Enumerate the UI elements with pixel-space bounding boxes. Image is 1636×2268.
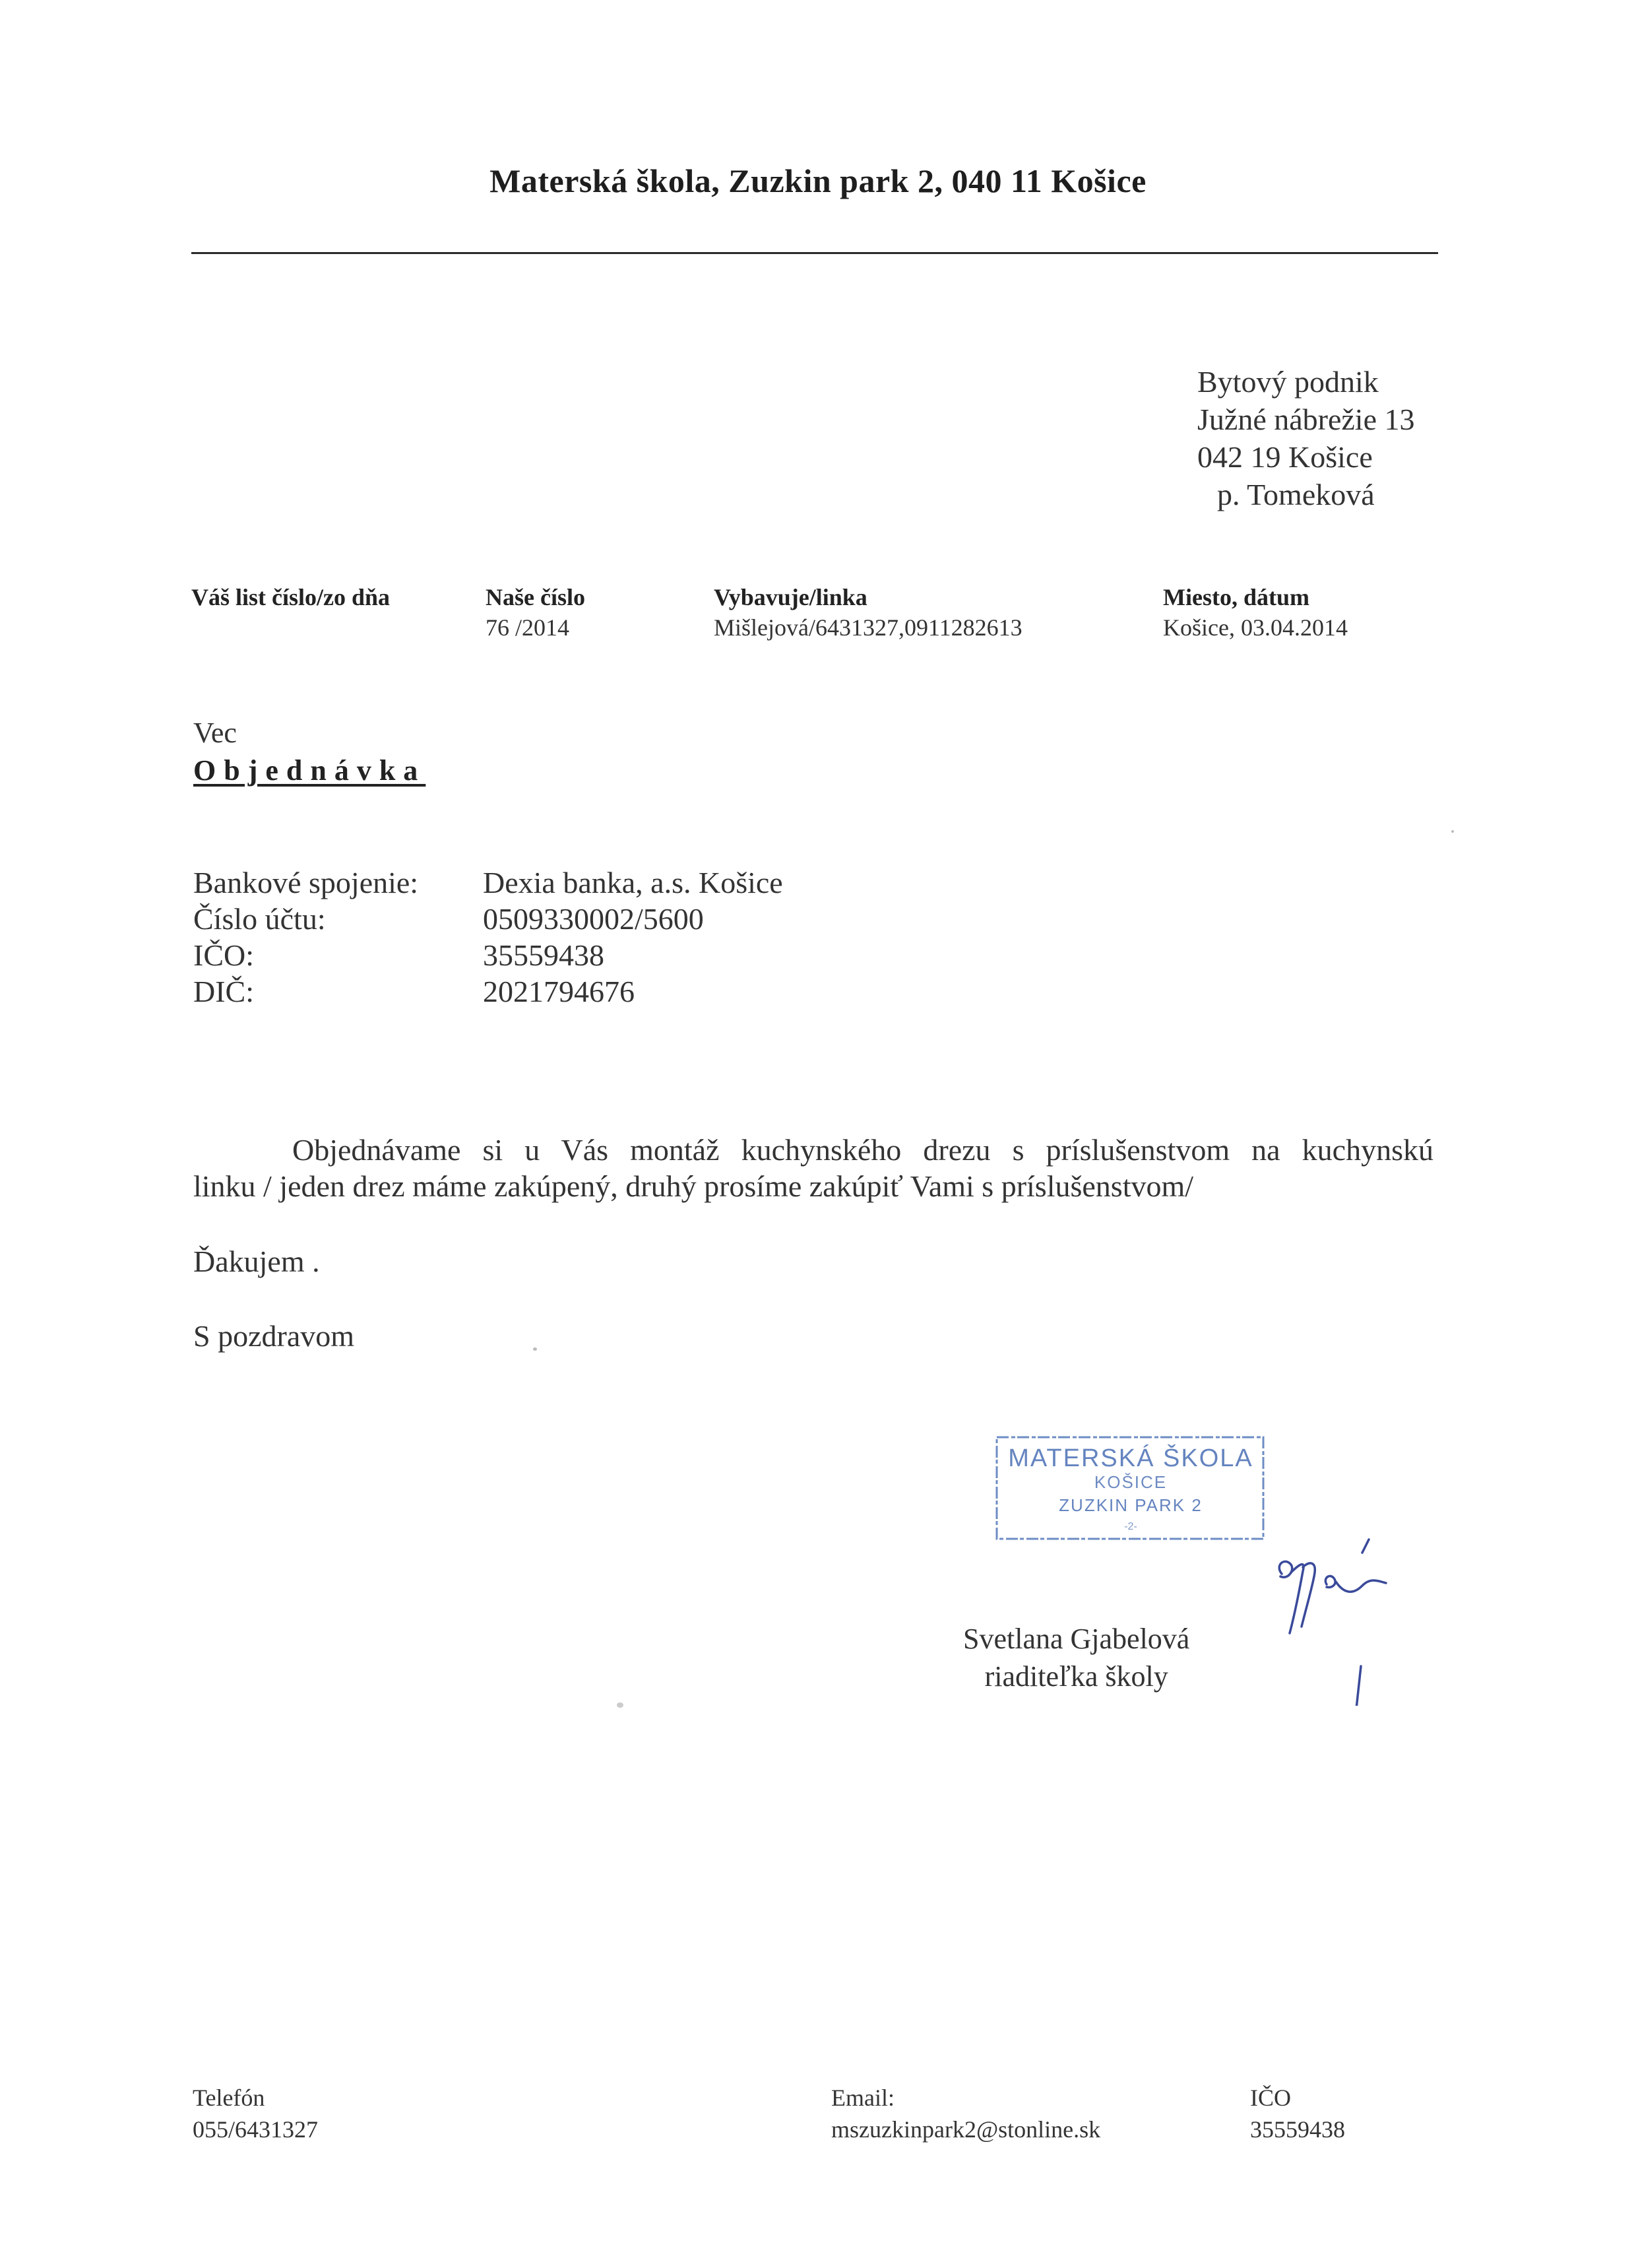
subject-label: Vec — [193, 717, 237, 749]
stamp-line-4: -2- — [1124, 1521, 1137, 1532]
thanks-text: Ďakujem . — [193, 1245, 320, 1278]
our-number-column — [486, 582, 585, 643]
your-letter-column — [191, 582, 390, 612]
recipient-line-1: Bytový podnik — [1197, 365, 1379, 399]
footer-phone-value: 055/6431327 — [193, 2116, 319, 2143]
our-number-label: Naše číslo — [486, 584, 585, 610]
footer-email-value: mszuzkinpark2@stonline.sk — [831, 2116, 1101, 2143]
recipient-line-2: Južné nábrežie 13 — [1197, 403, 1415, 436]
signer-block — [963, 1620, 1189, 1695]
recipient-line-3: 042 19 Košice — [1197, 440, 1373, 474]
your-letter-label: Váš list číslo/zo dňa — [191, 584, 391, 610]
header-divider — [191, 252, 1438, 254]
scan-speck — [617, 1702, 623, 1708]
handled-by-label: Vybavuje/linka — [714, 584, 867, 610]
dic-label: DIČ: — [193, 975, 254, 1008]
footer-phone-label: Telefón — [193, 2085, 265, 2111]
bank-details-values — [483, 864, 783, 1010]
place-date-label: Miesto, dátum — [1163, 584, 1309, 610]
dic-value: 2021794676 — [483, 975, 635, 1008]
footer-ico-label: IČO — [1250, 2085, 1291, 2111]
stamp-line-3: ZUZKIN PARK 2 — [1059, 1495, 1203, 1515]
footer-ico-value: 35559438 — [1250, 2116, 1345, 2143]
organization-title: Materská škola, Zuzkin park 2, 040 11 Košice — [489, 162, 1147, 199]
order-body — [193, 1132, 1433, 1204]
footer-phone — [193, 2082, 318, 2145]
handled-by-value: Mišlejová/6431327,0911282613 — [714, 614, 1022, 641]
bank-value: Dexia banka, a.s. Košice — [483, 866, 783, 899]
ico-value: 35559438 — [483, 938, 604, 972]
school-stamp — [993, 1432, 1269, 1544]
ico-label: IČO: — [193, 938, 254, 972]
footer-ico — [1250, 2082, 1345, 2145]
regards-text: S pozdravom — [193, 1319, 355, 1353]
account-value: 0509330002/5600 — [483, 902, 704, 936]
scan-speck — [533, 1347, 537, 1351]
our-number-value: 76 /2014 — [486, 614, 570, 641]
handwritten-signature — [1263, 1534, 1415, 1706]
scan-speck — [1451, 830, 1454, 833]
bank-details-labels — [193, 864, 418, 1010]
stamp-line-2: KOŠICE — [1094, 1472, 1168, 1492]
account-label: Číslo účtu: — [193, 902, 326, 936]
bank-label: Bankové spojenie: — [193, 866, 419, 899]
signer-title: riaditeľka školy — [984, 1660, 1168, 1693]
place-date-column — [1163, 582, 1348, 643]
signer-name: Svetlana Gjabelová — [963, 1623, 1190, 1655]
recipient-line-4: p. Tomeková — [1217, 478, 1375, 511]
place-date-value: Košice, 03.04.2014 — [1163, 614, 1348, 641]
order-body-line-1: Objednávame si u Vás montáž kuchynského drezu s príslušenstvom na kuchynskú — [292, 1133, 1433, 1167]
order-body-line-2: linku / jeden drez máme zakúpený, druhý prosíme zakúpiť Vami s príslušenstvom/ — [193, 1169, 1194, 1203]
recipient-address — [1197, 363, 1415, 513]
subject-value: Objednávka — [193, 754, 426, 787]
handled-by-column — [714, 582, 1022, 643]
footer-email-label: Email: — [831, 2085, 895, 2111]
footer-email — [831, 2082, 1100, 2145]
stamp-line-1: MATERSKÁ ŠKOLA — [1008, 1444, 1253, 1472]
